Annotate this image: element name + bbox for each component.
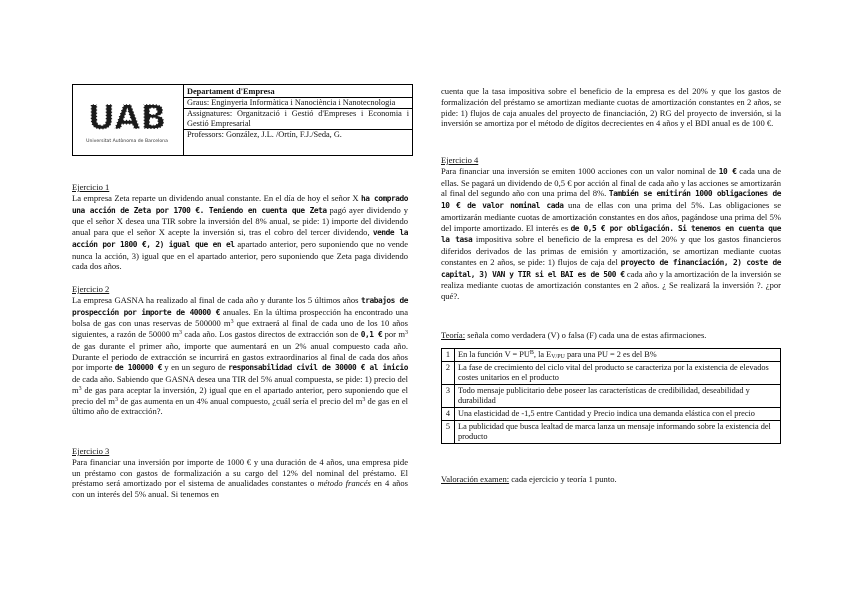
row-number: 4 xyxy=(442,408,455,421)
row-number: 1 xyxy=(442,349,455,362)
header-box xyxy=(72,84,413,156)
row-number: 3 xyxy=(442,385,455,408)
uab-logo-mark xyxy=(73,85,181,155)
exercise-1-title: Ejercicio 1 xyxy=(72,182,110,192)
row-statement: La fase de crecimiento del ciclo vital del producto se caracteriza por la existencia de elevados costes unitarios en el producto xyxy=(455,362,781,385)
exercise-3-continued xyxy=(441,86,781,129)
exercise-1 xyxy=(72,182,408,272)
theory-label: Teoría: xyxy=(441,330,466,340)
header-info xyxy=(184,85,412,155)
table-row xyxy=(442,408,781,421)
grades: Graus: Enginyeria Informàtica i Nanociència i Nanotecnologia xyxy=(184,98,412,109)
theory-instruction xyxy=(441,330,781,341)
table-row xyxy=(442,349,781,362)
valuation-text: cada ejercicio y teoría 1 punto. xyxy=(509,474,617,484)
exercise-2-text: La empresa GASNA ha realizado al final de cada año y durante los 5 últimos años trabajos de prospección por importe de 40000 € anuales. En la última prospección ha encontrado una bolsa de gas con unas reservas de 500000 $m^3$ que extraerá al final de cada uno de los 10 años siguientes, a razón de 50000 $m^3$ cada año. Los gastos directos de extracción son de 0,1 € por $m^3$ de gas durante el primer año, importe que aumentará en un 2% anual compuesto cada año. Durante el periodo de extracción se incurrirá en gastos extraordinarios al final de cada dos años por importe de 100000 € y en un seguro de responsabilidad civil de 30000 € al inicio de cada año. Sabiendo que GASNA desea una TIR del 5% anual compuesta, se pide: 1) precio del $m^3$ de gas para aceptar la inversión, 2) igual que en el apartado anterior, pero suponiendo que el precio del $m^3$ de gas aumenta en un 4% anual compuesto, ¿cuál sería el precio del $m^3$ de gas en el último año de extracción?. xyxy=(72,294,409,417)
exercise-2 xyxy=(72,284,408,417)
exercise-4 xyxy=(441,155,781,302)
exercise-4-text: Para financiar una inversión se emiten 1000 acciones con un valor nominal de 10 € cada una de ellas. Se pagará un dividendo de 0,5 € por acción al final de cada año y las acciones se amortizarán al final del segundo año con una prima del 8%. También se emitirán 1000 obligaciones de 10 € de valor nominal cada una de ellas con una prima del 5%. Las obligaciones se amortizarán mediante cuotas de amortización constantes en dos años, pagándose una prima del 5% del importe amortizado. El interés es de 0,5 € por obligación. Si tenemos en cuenta que la tasa impositiva sobre el beneficio de la empresa es del 20% y que los gastos financieros diferidos derivados de las primas de emisión y amortización, se amortizan mediante cuotas constantes en 2 años, se pide: 1) flujos de caja del proyecto de financiación, 2) coste de capital, 3) VAN y TIR si el BAI es de 500 € cada año y la amortización de la inversión se realiza mediante cuotas de amortización constantes en 2 años. ¿ Se realizará la inversión ?. ¿por qué?. xyxy=(441,165,781,301)
uab-logo xyxy=(73,85,184,155)
exercise-3-title: Ejercicio 3 xyxy=(72,446,110,456)
table-row xyxy=(442,385,781,408)
theory-instruction-text: señala como verdadera (V) o falsa (F) cada una de estas afirmaciones. xyxy=(465,330,707,340)
valuation xyxy=(441,474,781,485)
table-row xyxy=(442,421,781,444)
subjects: Assignatures: Organització i Gestió d'Empreses i Economia i Gestió Empresarial xyxy=(184,109,412,130)
exercise-3 xyxy=(72,446,408,500)
row-statement: La publicidad que busca lealtad de marca lanza un mensaje informando sobre la existencia del producto xyxy=(455,421,781,444)
exercise-3-text-cont: cuenta que la tasa impositiva sobre el beneficio de la empresa es del 20% y que los gastos de formalización del préstamo se amortizan mediante cuotas de amortización constantes en 2 años, se pide: 1) flujos de caja anuales del proyecto de financiación, 2) RG del proyecto de inversión, si la inversión se amortiza por el método de dígitos decrecientes en 4 años y el BDI anual es de 100 €. xyxy=(441,86,781,129)
department: Departament d'Empresa xyxy=(184,87,412,98)
exercise-4-title: Ejercicio 4 xyxy=(441,155,479,165)
exercise-3-text: Para financiar una inversión por importe de 1000 € y una duración de 4 años, una empresa pide un préstamo con gastos de formalización a su cargo del 12% del nominal del préstamo. El préstamo será amortizado por el sistema de anualidades constantes o método francés en 4 años con un interés del 5% anual. Si tenemos en xyxy=(72,456,408,499)
exercise-1-text: La empresa Zeta reparte un dividendo anual constante. En el día de hoy el señor X ha comprado una acción de Zeta por 1700 €. Teniendo en cuenta que Zeta pagó ayer dividendo y que el señor X desea una TIR sobre la inversión del 8% anual, se pide: 1) importe del dividendo anual para que el señor X acepte la inversión si, tras el cobro del tercer dividendo, vende la acción por 1800 €, 2) igual que en el apartado anterior, pero suponiendo que no vende nunca la acción, 3) igual que en el apartado anterior, pero suponiendo que Zeta paga dividendo cada dos años. xyxy=(72,192,409,272)
logo-caption: Universitat Autònoma de Barcelona xyxy=(86,139,168,144)
row-statement: Todo mensaje publicitario debe poseer las características de credibilidad, deseabilidad y durabilidad xyxy=(455,385,781,408)
row-statement: En la función $V = PU^B$, la $E_{V/PU}$ para una PU = 2 es del B% xyxy=(455,349,781,362)
table-row xyxy=(442,362,781,385)
professors: Professors: González, J.L. /Ortín, F.J./Seda, G. xyxy=(187,130,342,139)
row-number: 2 xyxy=(442,362,455,385)
row-statement: Una elasticidad de -1,5 entre Cantidad y Precio indica una demanda elástica con el precio xyxy=(455,408,781,421)
row-number: 5 xyxy=(442,421,455,444)
logo-text: UAB xyxy=(87,98,167,138)
theory-table xyxy=(441,348,781,444)
valuation-label: Valoración examen: xyxy=(441,474,510,484)
exercise-2-title: Ejercicio 2 xyxy=(72,284,110,294)
